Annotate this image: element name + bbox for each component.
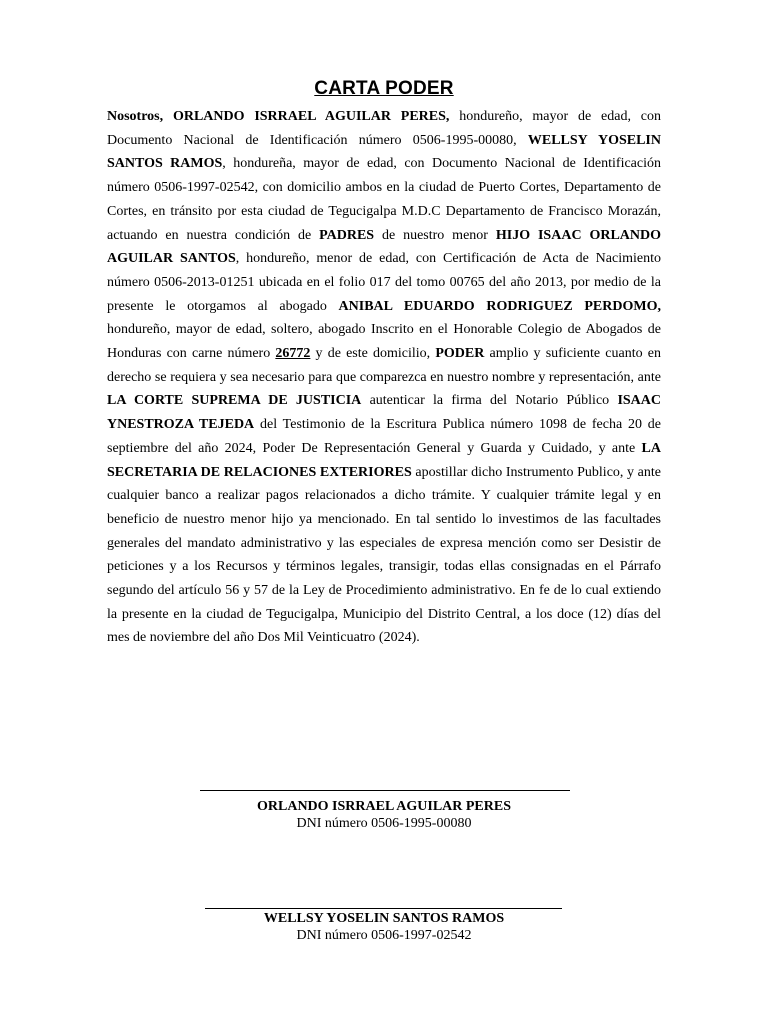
paragraph-run: LA CORTE SUPREMA DE JUSTICIA — [107, 393, 362, 409]
paragraph-run: apostillar dicho Instrumento Publico, y ante cualquier banco a realizar pagos relacionados a dicho trámite. Y cualquier trámite legal y en beneficio de nuestro menor hijo ya mencionado. En tal sentido lo investimos de las facultades generales del mandato administrativo y las especiales de expresa mención como ser Desistir de peticiones y a los Recursos y términos legales, transigir, todas ellas consignadas en el Párrafo segundo del artículo 56 y 57 de la Ley de Procedimiento administrativo. En fe de lo cual extiendo la presente en la ciudad de Tegucigalpa, Municipio del Distrito Central, a los doce (12) días del mes de noviembre del año Dos Mil Veinticuatro (2024). — [107, 464, 661, 646]
paragraph-run: hondureño, mayor de edad, con Documento Nacional de Identificación número 0506-1995-00080, — [107, 109, 661, 148]
paragraph-run: ISAAC YNESTROZA TEJEDA — [107, 393, 662, 433]
paragraph-run: Nosotros, ORLANDO ISRRAEL AGUILAR PERES, — [107, 109, 450, 124]
signature-line-2 — [205, 908, 562, 909]
signer-dni-2: DNI número 0506-1997-02542 — [296, 928, 472, 943]
paragraph-run: PODER — [435, 346, 485, 362]
paragraph-run: ANIBAL EDUARDO RODRIGUEZ PERDOMO, — [338, 298, 661, 314]
paragraph-run: WELLSY YOSELIN SANTOS RAMOS — [107, 132, 661, 172]
paragraph-run — [275, 346, 310, 361]
signer-dni-1: DNI número 0506-1995-00080 — [296, 816, 472, 831]
signer-name-2: WELLSY YOSELIN SANTOS RAMOS — [263, 911, 505, 926]
paragraph-run: y de este domicilio, — [310, 346, 436, 362]
signature-block-1 — [0, 798, 768, 832]
body-paragraph — [107, 105, 661, 650]
paragraph-run: HIJO ISAAC ORLANDO AGUILAR SANTOS — [107, 227, 662, 267]
paragraph-run: hondureño, mayor de edad, soltero, abogado Inscrito en el Honorable Colegio de Abogados de Honduras con carne número — [107, 322, 661, 362]
paragraph-run: de nuestro menor — [374, 227, 496, 243]
paragraph-run: 26772 — [275, 346, 311, 362]
paragraph-run: , hondureño, menor de edad, con Certificación de Acta de Nacimiento número 0506-2013-01251 ubicada en el folio 017 del tomo 00765 del año 2013, por medio de la presente le otorgamos al abogado — [107, 251, 661, 314]
signer-name-1: ORLANDO ISRRAEL AGUILAR PERES — [257, 799, 511, 814]
paragraph-run: PADRES — [319, 227, 375, 243]
paragraph-run: , hondureña, mayor de edad, con Documento Nacional de Identificación número 0506-1997-02542, con domicilio ambos en la ciudad de Puerto Cortes, Departamento de Cortes, en tránsito por esta ciudad de Tegucigalpa M.D.C Departamento de Francisco Morazán, actuando en nuestra condición de — [107, 156, 661, 243]
document-title: CARTA PODER — [314, 78, 454, 99]
paragraph-run: del Testimonio de la Escritura Publica número 1098 de fecha 20 de septiembre del año 2024, Poder De Representación General y Guarda y Cuidado, y ante — [107, 417, 662, 456]
paragraph-run: amplio y suficiente cuanto en derecho se requiera y sea necesario para que comparezca en nuestro nombre y representación, ante — [107, 346, 661, 385]
paragraph-run: autenticar la firma del Notario Público — [361, 393, 618, 409]
signature-block-2 — [0, 910, 768, 944]
signature-line-1 — [200, 790, 570, 791]
paragraph-run: LA SECRETARIA DE RELACIONES EXTERIORES — [107, 440, 661, 480]
